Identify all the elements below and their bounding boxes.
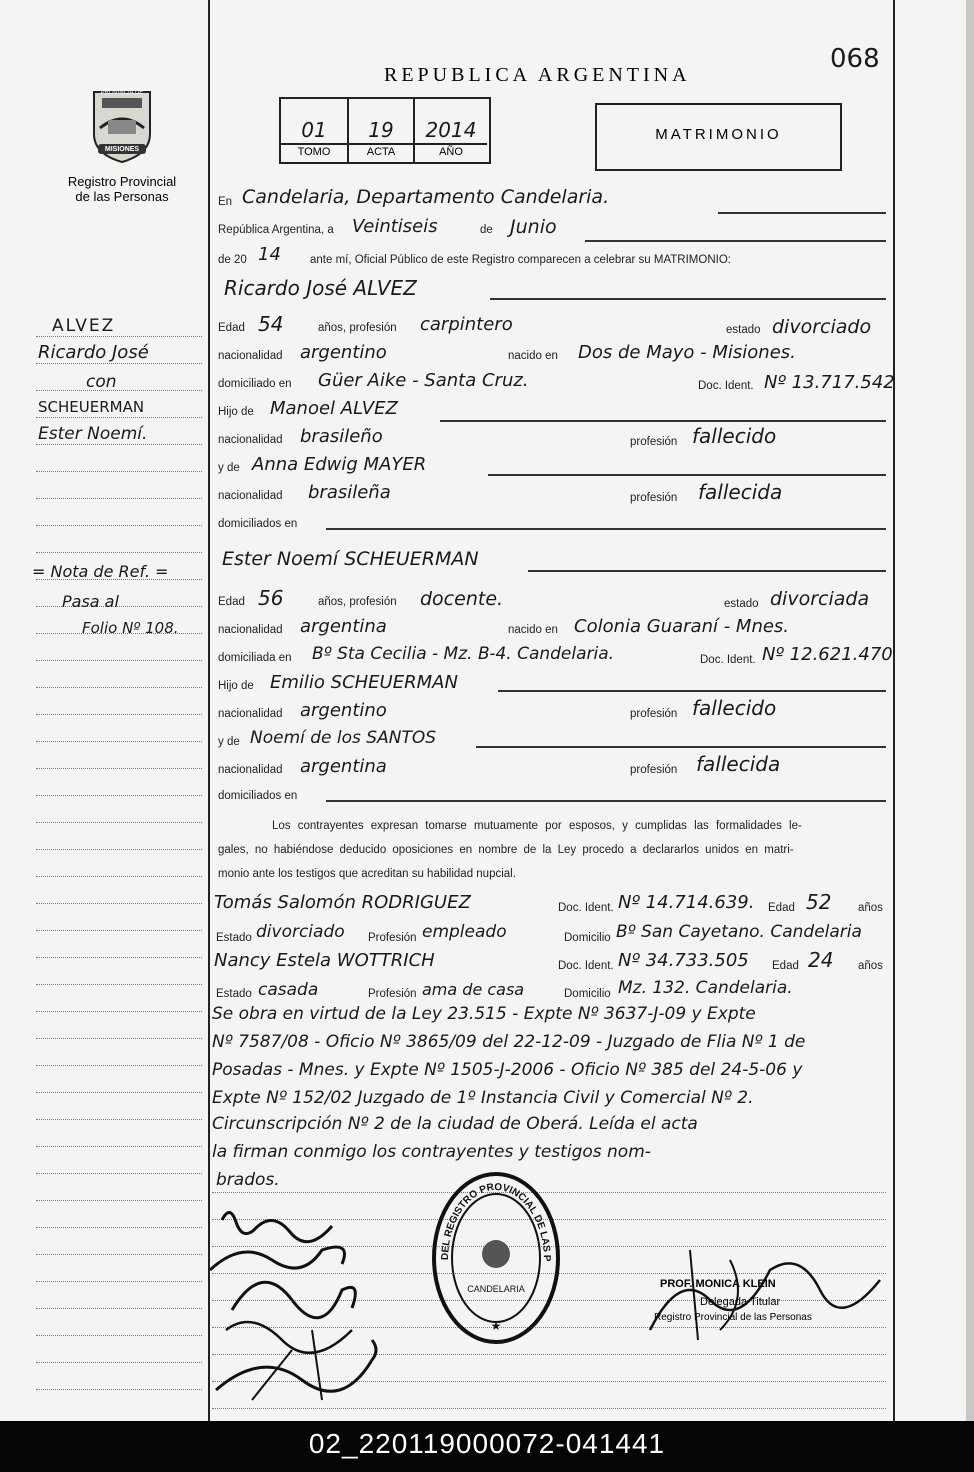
page-title: REPUBLICA ARGENTINA: [384, 64, 691, 86]
signatures-scribble: [202, 1200, 392, 1416]
mother-label: y de: [218, 462, 240, 474]
registry-name: Registro Provincial de las Personas: [67, 174, 177, 204]
margin-line: Ester Noemí.: [38, 424, 148, 444]
margin-line: con: [86, 372, 117, 392]
margin-line: SCHEUERMAN: [38, 398, 145, 416]
profesion-label: Profesión: [368, 932, 417, 944]
edad-label: Edad: [768, 902, 795, 914]
anos-label: años, profesión: [318, 322, 397, 334]
box-divider: [281, 143, 487, 145]
anos-label: años: [858, 960, 883, 972]
fill-line: [326, 528, 886, 530]
margin-rule-line: [36, 1173, 202, 1174]
witness1-civil-status: divorciado: [256, 922, 345, 942]
margin-rule-line: [36, 336, 202, 337]
svg-text:★: ★: [490, 1319, 502, 1333]
seal-bottom-text: MISIONES: [104, 146, 140, 153]
witness1-doc: Nº 14.714.639.: [618, 892, 755, 913]
fill-line: [440, 420, 886, 422]
witness2-name: Nancy Estela WOTTRICH: [214, 950, 435, 971]
witness2-doc: Nº 34.733.505: [618, 950, 749, 971]
domicilio-label: domiciliado en: [218, 378, 292, 390]
domiciliados-label: domiciliados en: [218, 790, 298, 802]
fill-line: [498, 690, 886, 692]
bride-father: Emilio SCHEUERMAN: [270, 672, 458, 693]
domicilio-label: domiciliada en: [218, 652, 292, 664]
margin-rule-line: [36, 660, 202, 661]
fill-line: [528, 570, 886, 572]
fill-line: [718, 212, 886, 214]
edad-label: Edad: [218, 322, 245, 334]
profesion-label: Profesión: [368, 988, 417, 1000]
groom-mother: Anna Edwig MAYER: [252, 454, 427, 475]
margin-rule-line: [36, 1038, 202, 1039]
margin-rule-line: [36, 1092, 202, 1093]
margin-rule-line: [36, 1200, 202, 1201]
margin-rule-line: [36, 390, 202, 391]
doc-label: Doc. Ident.: [698, 380, 754, 392]
margin-rule-line: [36, 687, 202, 688]
margin-rule-line: [36, 1065, 202, 1066]
domicilio-label: Domicilio: [564, 988, 611, 1000]
de-label: de: [480, 224, 493, 236]
note-line: Se obra en virtud de la Ley 23.515 - Expte Nº 3637-J-09 y Expte: [212, 1004, 756, 1024]
bride-mother: Noemí de los SANTOS: [250, 728, 436, 748]
groom-father: Manoel ALVEZ: [270, 398, 398, 419]
fill-line: [585, 240, 886, 242]
ano-label: AÑO: [439, 146, 463, 158]
bride-profession: docente.: [420, 588, 504, 610]
margin-rule-line: [36, 768, 202, 769]
witness2-profession: ama de casa: [422, 980, 525, 999]
margin-line: ALVEZ: [52, 316, 116, 336]
margin-rule-line: [36, 1254, 202, 1255]
margin-rule-line: [36, 822, 202, 823]
officer-signature: [640, 1230, 890, 1350]
fill-line: [326, 800, 886, 802]
note-line: la firman conmigo los contrayentes y testigos nom-: [212, 1142, 651, 1162]
ano-value: 2014: [425, 118, 477, 142]
declaration-line: Los contrayentes expresan tomarse mutuamente por esposos, y cumplidas las formalidades le-: [272, 820, 802, 832]
margin-line: Ricardo José: [38, 342, 149, 363]
groom-name: Ricardo José ALVEZ: [224, 276, 417, 300]
groom-doc: Nº 13.717.542: [764, 372, 895, 393]
acta-label: ACTA: [366, 146, 396, 158]
bride-civil-status: divorciada: [770, 588, 870, 610]
margin-rule-line: [36, 1227, 202, 1228]
estado-label: Estado: [216, 932, 252, 944]
bride-father-profession: fallecido: [692, 696, 777, 720]
groom-age: 54: [258, 312, 284, 336]
de20-label: de 20: [218, 254, 247, 266]
margin-note: Folio Nº 108.: [82, 619, 179, 637]
tomo-label: TOMO: [297, 146, 331, 158]
declaration-line: monio ante los testigos que acreditan su habilidad nupcial.: [218, 868, 516, 880]
margin-rule-line: [36, 525, 202, 526]
witness1-age: 52: [806, 890, 832, 914]
bride-birthplace: Colonia Guaraní - Mnes.: [574, 616, 790, 637]
registry-stamp: [428, 1170, 564, 1346]
nacionalidad-label: nacionalidad: [218, 708, 283, 720]
margin-note: = Nota de Ref. =: [32, 562, 169, 581]
father-label: Hijo de: [218, 406, 254, 418]
svg-text:CANDELARIA: CANDELARIA: [467, 1284, 525, 1294]
groom-birthplace: Dos de Mayo - Misiones.: [578, 342, 796, 363]
bride-nationality: argentina: [300, 616, 387, 637]
note-line: Expte Nº 152/02 Juzgado de 1º Instancia Civil y Comercial Nº 2.: [212, 1088, 754, 1108]
groom-profession: carpintero: [420, 314, 513, 335]
fill-line: [488, 474, 886, 476]
witness2-age: 24: [808, 948, 834, 972]
note-line: Posadas - Mnes. y Expte Nº 1505-J-2006 - Oficio Nº 385 del 24-5-06 y: [212, 1060, 803, 1080]
nacionalidad-label: nacionalidad: [218, 490, 283, 502]
svg-text:DEL REGISTRO PROVINCIAL DE LAS: DEL REGISTRO PROVINCIAL DE LAS P: [439, 1181, 553, 1262]
edad-label: Edad: [772, 960, 799, 972]
fill-line: [476, 746, 886, 748]
intro-text: ante mí, Oficial Público de este Registro comparecen a celebrar su MATRIMONIO:: [310, 254, 731, 266]
act-type: MATRIMONIO: [655, 126, 782, 143]
profesion-label: profesión: [630, 492, 678, 504]
domicilio-label: Domicilio: [564, 932, 611, 944]
domiciliados-label: domiciliados en: [218, 518, 298, 530]
groom-mother-nationality: brasileña: [308, 482, 391, 503]
margin-rule-line: [36, 741, 202, 742]
margin-rule-line: [36, 876, 202, 877]
doc-label: Doc. Ident.: [700, 654, 756, 666]
bride-mother-profession: fallecida: [696, 752, 781, 776]
margin-note: Pasa al: [62, 592, 119, 611]
margin-rule-line: [36, 1335, 202, 1336]
tomo-value: 01: [301, 118, 327, 142]
nacionalidad-label: nacionalidad: [218, 624, 283, 636]
anos-label: años: [858, 902, 883, 914]
profesion-label: profesión: [630, 708, 678, 720]
day: Veintiseis: [352, 216, 438, 237]
bride-father-nationality: argentino: [300, 700, 387, 721]
nacionalidad-label: nacionalidad: [218, 434, 283, 446]
declaration-line: gales, no habiéndose deducido oposiciones en nombre de la Ley procedo a declararlos unidos en matri-: [218, 844, 794, 856]
officer-name: PROF. MONICA KLEIN: [660, 1278, 776, 1290]
profesion-label: profesión: [630, 764, 678, 776]
officer-office: Registro Provincial de las Personas: [654, 1312, 812, 1323]
margin-rule-line: [36, 1119, 202, 1120]
margin-rule-line: [36, 363, 202, 364]
margin-rule-line: [36, 1389, 202, 1390]
witness2-civil-status: casada: [258, 980, 319, 1000]
note-line: Nº 7587/08 - Oficio Nº 3865/09 del 22-12-09 - Juzgado de Flia Nº 1 de: [212, 1032, 806, 1052]
edad-label: Edad: [218, 596, 245, 608]
margin-rule-line: [36, 903, 202, 904]
nacido-label: nacido en: [508, 350, 558, 362]
mother-label: y de: [218, 736, 240, 748]
groom-domicile: Güer Aike - Santa Cruz.: [318, 370, 529, 391]
folio-number: 068: [830, 44, 880, 74]
bride-mother-nationality: argentina: [300, 756, 387, 777]
groom-mother-profession: fallecida: [698, 480, 783, 504]
en-label: En: [218, 196, 233, 208]
right-rule: [893, 0, 895, 1421]
groom-father-nationality: brasileño: [300, 426, 383, 447]
father-label: Hijo de: [218, 680, 254, 692]
margin-rule-line: [36, 444, 202, 445]
anos-label: años, profesión: [318, 596, 397, 608]
bride-age: 56: [258, 586, 284, 610]
seal-top-text: PROVINCIA DE: [100, 90, 144, 96]
margin-rule-line: [36, 498, 202, 499]
margin-rule-line: [36, 930, 202, 931]
groom-nationality: argentino: [300, 342, 387, 363]
bride-doc: Nº 12.621.470: [762, 644, 893, 665]
margin-rule-line: [36, 1308, 202, 1309]
margin-rule-line: [36, 849, 202, 850]
witness1-profession: empleado: [422, 922, 507, 942]
margin-rule-line: [36, 606, 202, 607]
nacionalidad-label: nacionalidad: [218, 350, 283, 362]
groom-civil-status: divorciado: [772, 316, 872, 338]
margin-rule-line: [36, 1281, 202, 1282]
footer-code: 02_220119000072-041441: [308, 1428, 666, 1459]
estado-label: estado: [724, 598, 759, 610]
bride-name: Ester Noemí SCHEUERMAN: [222, 548, 479, 570]
note-line: brados.: [216, 1170, 280, 1190]
doc-label: Doc. Ident.: [558, 902, 614, 914]
estado-label: Estado: [216, 988, 252, 1000]
page-edge: [966, 0, 974, 1421]
margin-rule-line: [36, 984, 202, 985]
margin-rule-line: [36, 552, 202, 553]
place: Candelaria, Departamento Candelaria.: [242, 186, 610, 208]
doc-label: Doc. Ident.: [558, 960, 614, 972]
nacionalidad-label: nacionalidad: [218, 764, 283, 776]
estado-label: estado: [726, 324, 761, 336]
witness2-domicile: Mz. 132. Candelaria.: [618, 978, 793, 998]
margin-rule-line: [36, 795, 202, 796]
nacido-label: nacido en: [508, 624, 558, 636]
witness1-name: Tomás Salomón RODRIGUEZ: [214, 892, 471, 913]
officer-role: Delegada Titular: [700, 1296, 781, 1308]
margin-rule-line: [36, 417, 202, 418]
profesion-label: profesión: [630, 436, 678, 448]
republica-label: República Argentina, a: [218, 224, 334, 236]
acta-value: 19: [368, 118, 394, 142]
margin-rule-line: [36, 714, 202, 715]
margin-rule-line: [36, 471, 202, 472]
month: Junio: [510, 216, 557, 238]
witness1-domicile: Bº San Cayetano. Candelaria: [616, 922, 862, 942]
margin-rule-line: [36, 1011, 202, 1012]
bride-domicile: Bº Sta Cecilia - Mz. B-4. Candelaria.: [312, 644, 615, 664]
margin-rule-line: [36, 1362, 202, 1363]
note-line: Circunscripción Nº 2 de la ciudad de Oberá. Leída el acta: [212, 1114, 698, 1134]
groom-father-profession: fallecido: [692, 424, 777, 448]
fill-line: [490, 298, 886, 300]
margin-rule-line: [36, 1146, 202, 1147]
year: 14: [258, 244, 281, 265]
margin-rule-line: [36, 957, 202, 958]
